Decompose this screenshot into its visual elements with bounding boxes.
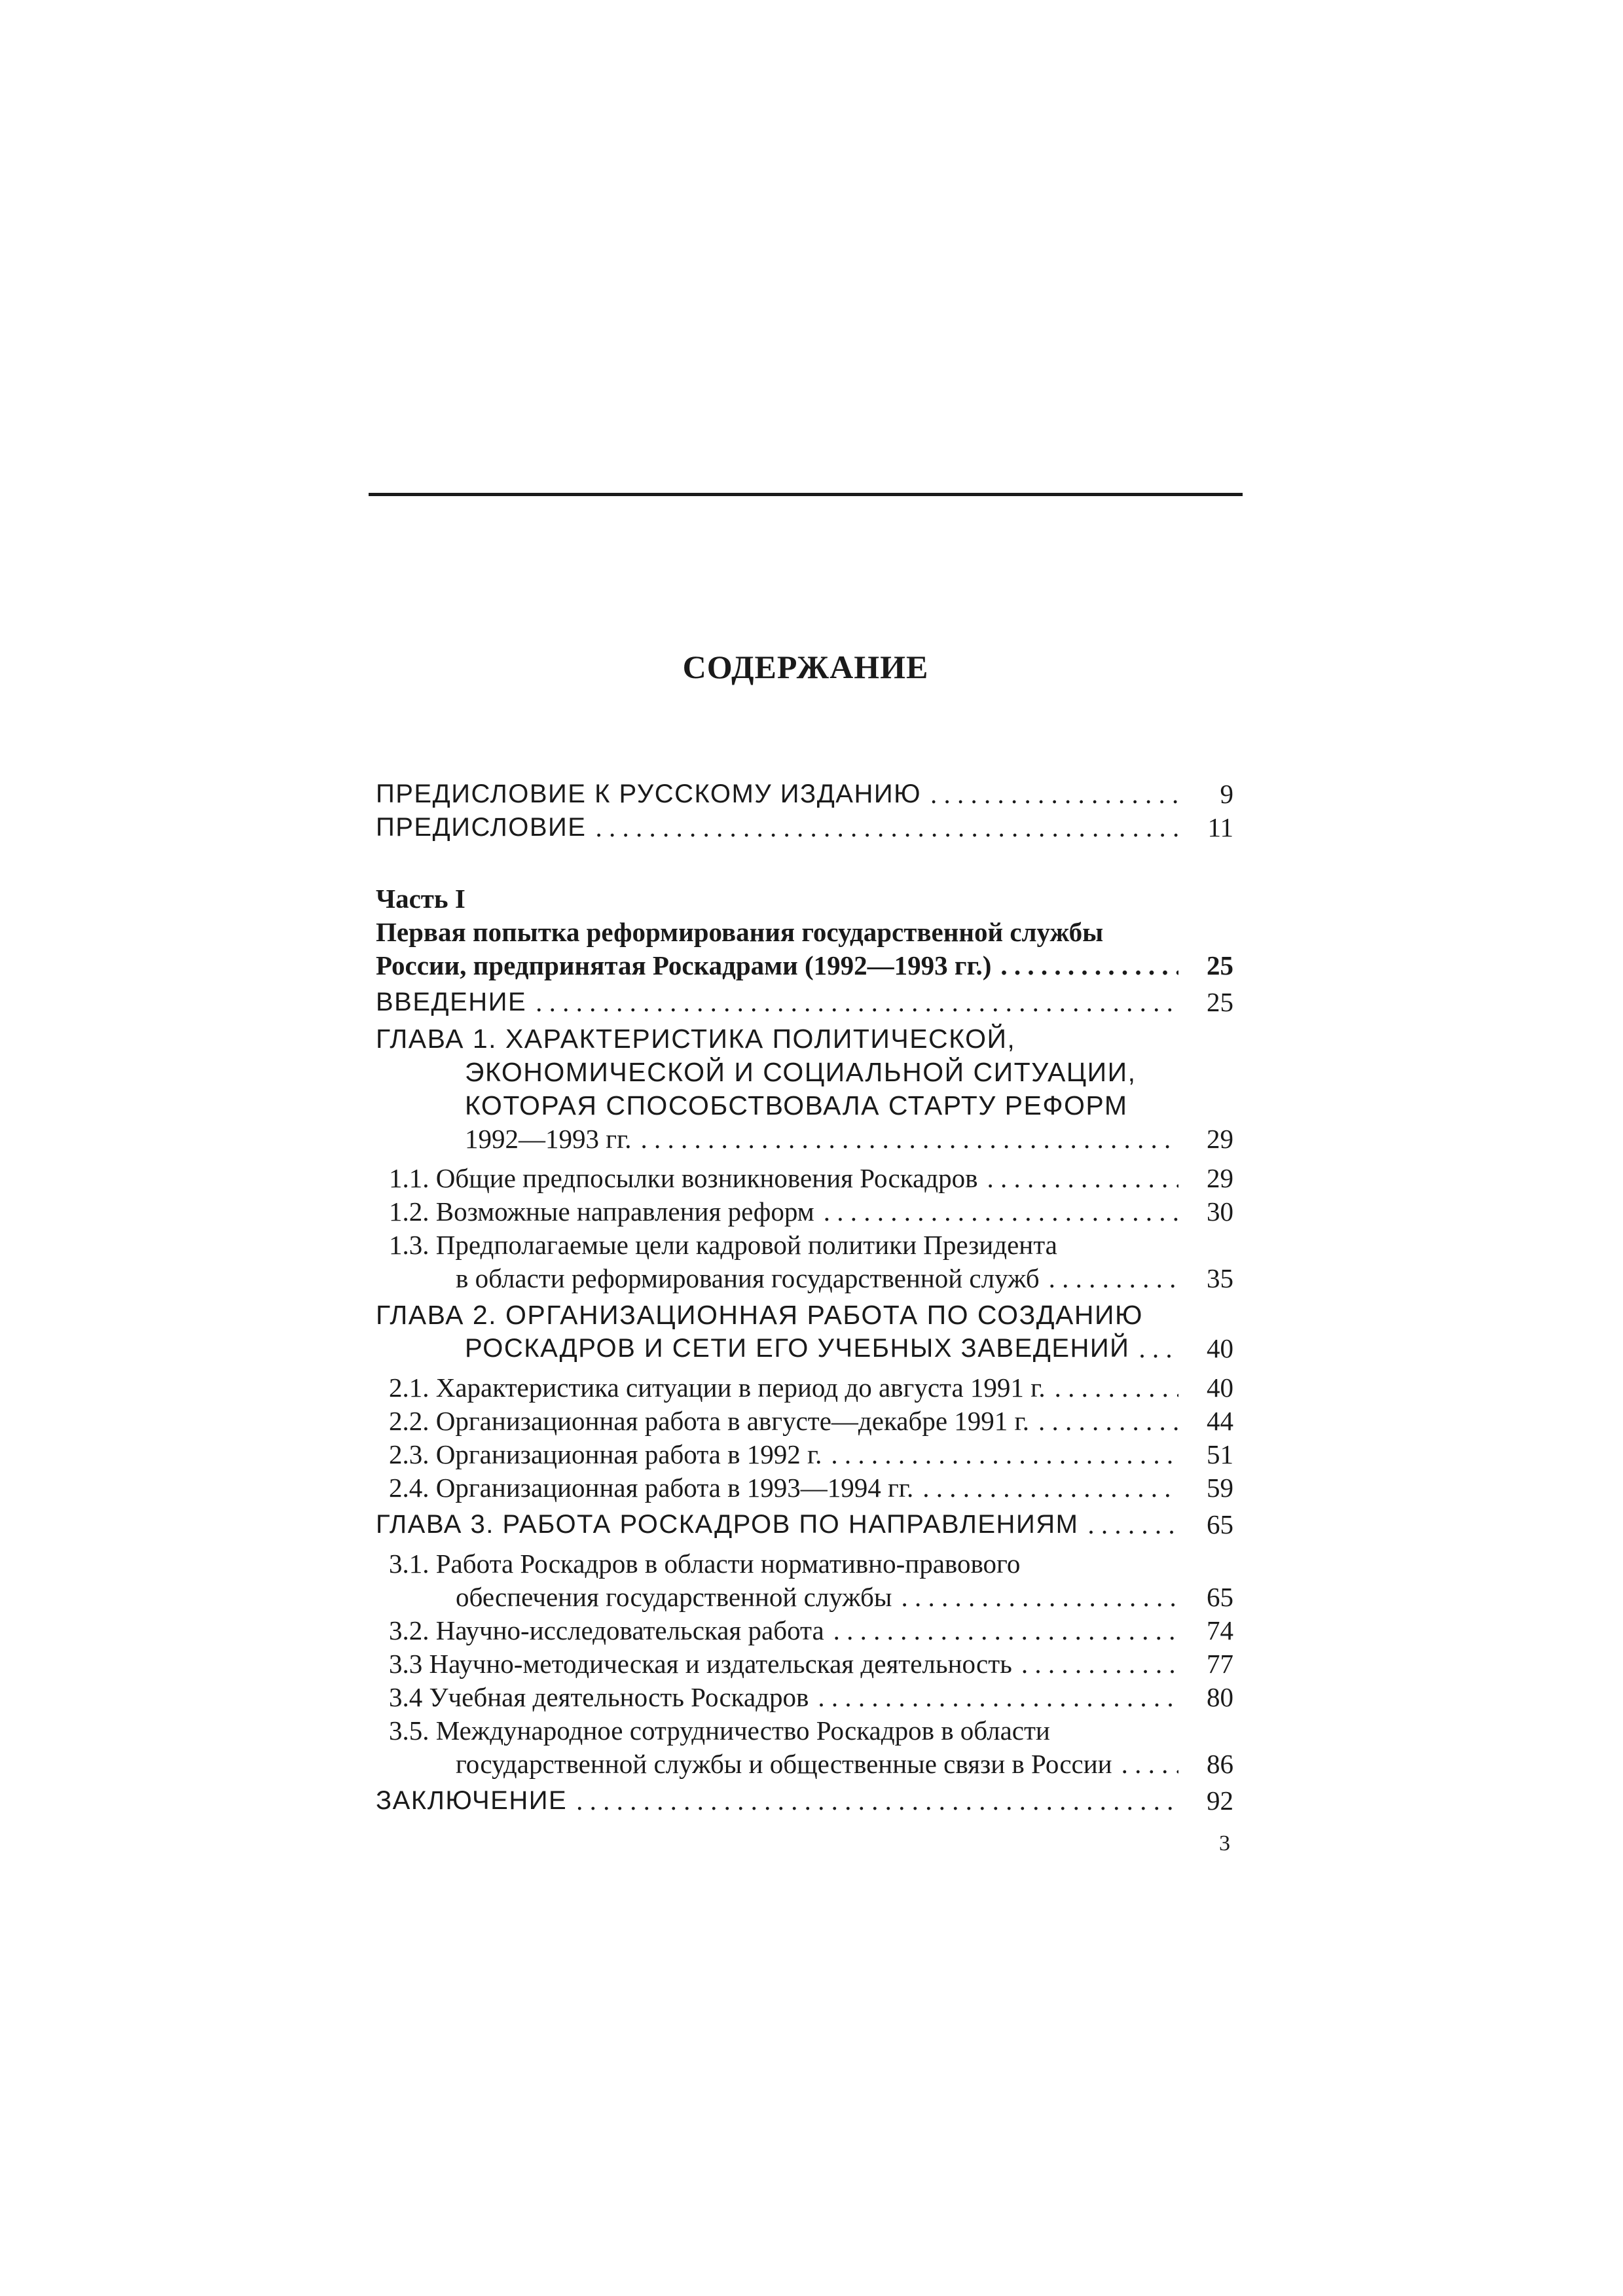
toc-page-number: 25	[1207, 987, 1233, 1017]
chapter-1-title-cont: КОТОРАЯ СПОСОБСТВОВАЛА СТАРТУ РЕФОРМ	[465, 1090, 1128, 1121]
toc-page-number: 80	[1207, 1682, 1233, 1712]
toc-entry-section-1-2[interactable]	[376, 1195, 1233, 1229]
toc-entry-title: 2.1. Характеристика ситуации в период до августа 1991 г.	[389, 1372, 1046, 1403]
dot-leader	[1038, 1405, 1178, 1438]
toc-entry-chapter-2[interactable]	[376, 1332, 1233, 1365]
toc-entry-title: 1992—1993 гг.	[465, 1124, 632, 1154]
top-rule	[369, 493, 1243, 496]
toc-entry-title: ПРЕДИСЛОВИЕ К РУССКОМУ ИЗДАНИЮ	[376, 780, 922, 808]
toc-entry-section-2-1[interactable]	[376, 1371, 1233, 1405]
dot-leader	[1122, 1748, 1178, 1781]
toc-entry-section-2-2[interactable]	[376, 1405, 1233, 1438]
section-3-1-title: 3.1. Работа Роскадров в области нормативно-правового	[389, 1549, 1021, 1579]
toc-page-number: 65	[1207, 1582, 1233, 1612]
toc-entry-section-2-4[interactable]	[376, 1471, 1233, 1505]
dot-leader	[1055, 1371, 1178, 1405]
toc-page-number: 92	[1207, 1785, 1233, 1816]
toc-entry-title: 2.4. Организационная работа в 1993—1994 гг.	[389, 1473, 914, 1503]
toc-entry-section-2-3[interactable]	[376, 1438, 1233, 1471]
toc-page-number: 86	[1207, 1749, 1233, 1779]
toc-entry-title: ПРЕДИСЛОВИЕ	[376, 813, 587, 842]
toc-page-number: 9	[1220, 779, 1233, 809]
toc-entry-title: в области реформирования государственной служб	[456, 1263, 1040, 1293]
toc-entry-section-3-4[interactable]	[376, 1681, 1233, 1714]
chapter-1-title: ГЛАВА 1. ХАРАКТЕРИСТИКА ПОЛИТИЧЕСКОЙ,	[376, 1024, 1016, 1054]
toc-entry-preface-ru[interactable]	[376, 778, 1233, 811]
toc-page-number: 11	[1207, 812, 1233, 842]
dot-leader	[818, 1681, 1178, 1714]
section-3-5-title: 3.5. Международное сотрудничество Роскадров в области	[389, 1715, 1050, 1746]
toc-page-number: 35	[1207, 1263, 1233, 1293]
toc-page-number: 59	[1207, 1473, 1233, 1503]
chapter-2-title: ГЛАВА 2. ОРГАНИЗАЦИОННАЯ РАБОТА ПО СОЗДАНИЮ	[376, 1300, 1143, 1330]
toc-entry-chapter-1[interactable]	[376, 1122, 1233, 1156]
toc-entry-title: 2.3. Организационная работа в 1992 г.	[389, 1439, 822, 1469]
toc-entry-chapter-3[interactable]	[376, 1508, 1233, 1541]
toc-page-number: 65	[1207, 1509, 1233, 1539]
toc-entry-title: РОСКАДРОВ И СЕТИ ЕГО УЧЕБНЫХ ЗАВЕДЕНИЙ	[465, 1334, 1130, 1363]
dot-leader	[1021, 1647, 1178, 1681]
dot-leader	[641, 1122, 1178, 1156]
toc-entry-title: 3.3 Научно-методическая и издательская деятельность	[389, 1649, 1012, 1679]
toc-entry-part-1[interactable]	[376, 949, 1233, 982]
toc-entry-section-3-2[interactable]	[376, 1614, 1233, 1647]
dot-leader	[1087, 1508, 1178, 1541]
toc-entry-section-3-1[interactable]	[376, 1581, 1233, 1614]
toc-entry-title: государственной службы и общественные связи в России	[456, 1749, 1112, 1779]
dot-leader	[901, 1581, 1178, 1614]
section-1-3-title: 1.3. Предполагаемые цели кадровой политики Президента	[389, 1230, 1057, 1260]
table-of-contents	[376, 778, 1233, 1818]
toc-page-number: 29	[1207, 1124, 1233, 1154]
dot-leader	[930, 778, 1178, 811]
toc-entry-title: ЗАКЛЮЧЕНИЕ	[376, 1786, 568, 1815]
toc-entry-title: ВВЕДЕНИЕ	[376, 988, 527, 1016]
toc-page-number: 30	[1207, 1196, 1233, 1227]
toc-entry-title: 3.2. Научно-исследовательская работа	[389, 1615, 824, 1645]
toc-entry-title: ГЛАВА 3. РАБОТА РОСКАДРОВ ПО НАПРАВЛЕНИЯМ	[376, 1510, 1079, 1539]
dot-leader	[1049, 1262, 1178, 1295]
toc-entry-title: 1.1. Общие предпосылки возникновения Роскадров	[389, 1163, 978, 1193]
page-title: СОДЕРЖАНИЕ	[682, 649, 929, 685]
toc-page-number: 25	[1207, 950, 1233, 980]
toc-entry-introduction[interactable]	[376, 986, 1233, 1019]
part-title-line: Первая попытка реформирования государственной службы	[376, 917, 1104, 947]
toc-page-number: 51	[1207, 1439, 1233, 1469]
toc-entry-title: 1.2. Возможные направления реформ	[389, 1196, 814, 1227]
chapter-1-title-cont: ЭКОНОМИЧЕСКОЙ И СОЦИАЛЬНОЙ СИТУАЦИИ,	[465, 1057, 1137, 1087]
part-title-line: России, предпринятая Роскадрами (1992—1993 гг.)	[376, 950, 992, 980]
toc-entry-conclusion[interactable]	[376, 1784, 1233, 1818]
toc-entry-section-3-5[interactable]	[376, 1748, 1233, 1781]
dot-leader	[595, 811, 1178, 844]
toc-page-number: 77	[1207, 1649, 1233, 1679]
toc-page-number: 44	[1207, 1406, 1233, 1436]
dot-leader	[922, 1471, 1178, 1505]
dot-leader	[576, 1784, 1178, 1818]
dot-leader	[1139, 1332, 1178, 1365]
toc-entry-section-1-1[interactable]	[376, 1162, 1233, 1195]
toc-entry-section-3-3[interactable]	[376, 1647, 1233, 1681]
toc-page-number: 40	[1207, 1333, 1233, 1363]
toc-entry-section-1-3[interactable]	[376, 1262, 1233, 1295]
toc-page-number: 74	[1207, 1615, 1233, 1645]
dot-leader	[1000, 949, 1178, 982]
toc-page-number: 29	[1207, 1163, 1233, 1193]
dot-leader	[987, 1162, 1178, 1195]
toc-entry-title: 3.4 Учебная деятельность Роскадров	[389, 1682, 809, 1712]
dot-leader	[824, 1195, 1178, 1229]
part-label: Часть I	[376, 884, 465, 914]
toc-entry-title: обеспечения государственной службы	[456, 1582, 892, 1612]
dot-leader	[536, 986, 1178, 1019]
toc-entry-title: 2.2. Организационная работа в августе—декабре 1991 г.	[389, 1406, 1029, 1436]
toc-entry-preface[interactable]	[376, 811, 1233, 844]
dot-leader	[833, 1614, 1178, 1647]
page-number: 3	[1219, 1831, 1230, 1856]
dot-leader	[831, 1438, 1178, 1471]
toc-page-number: 40	[1207, 1372, 1233, 1403]
